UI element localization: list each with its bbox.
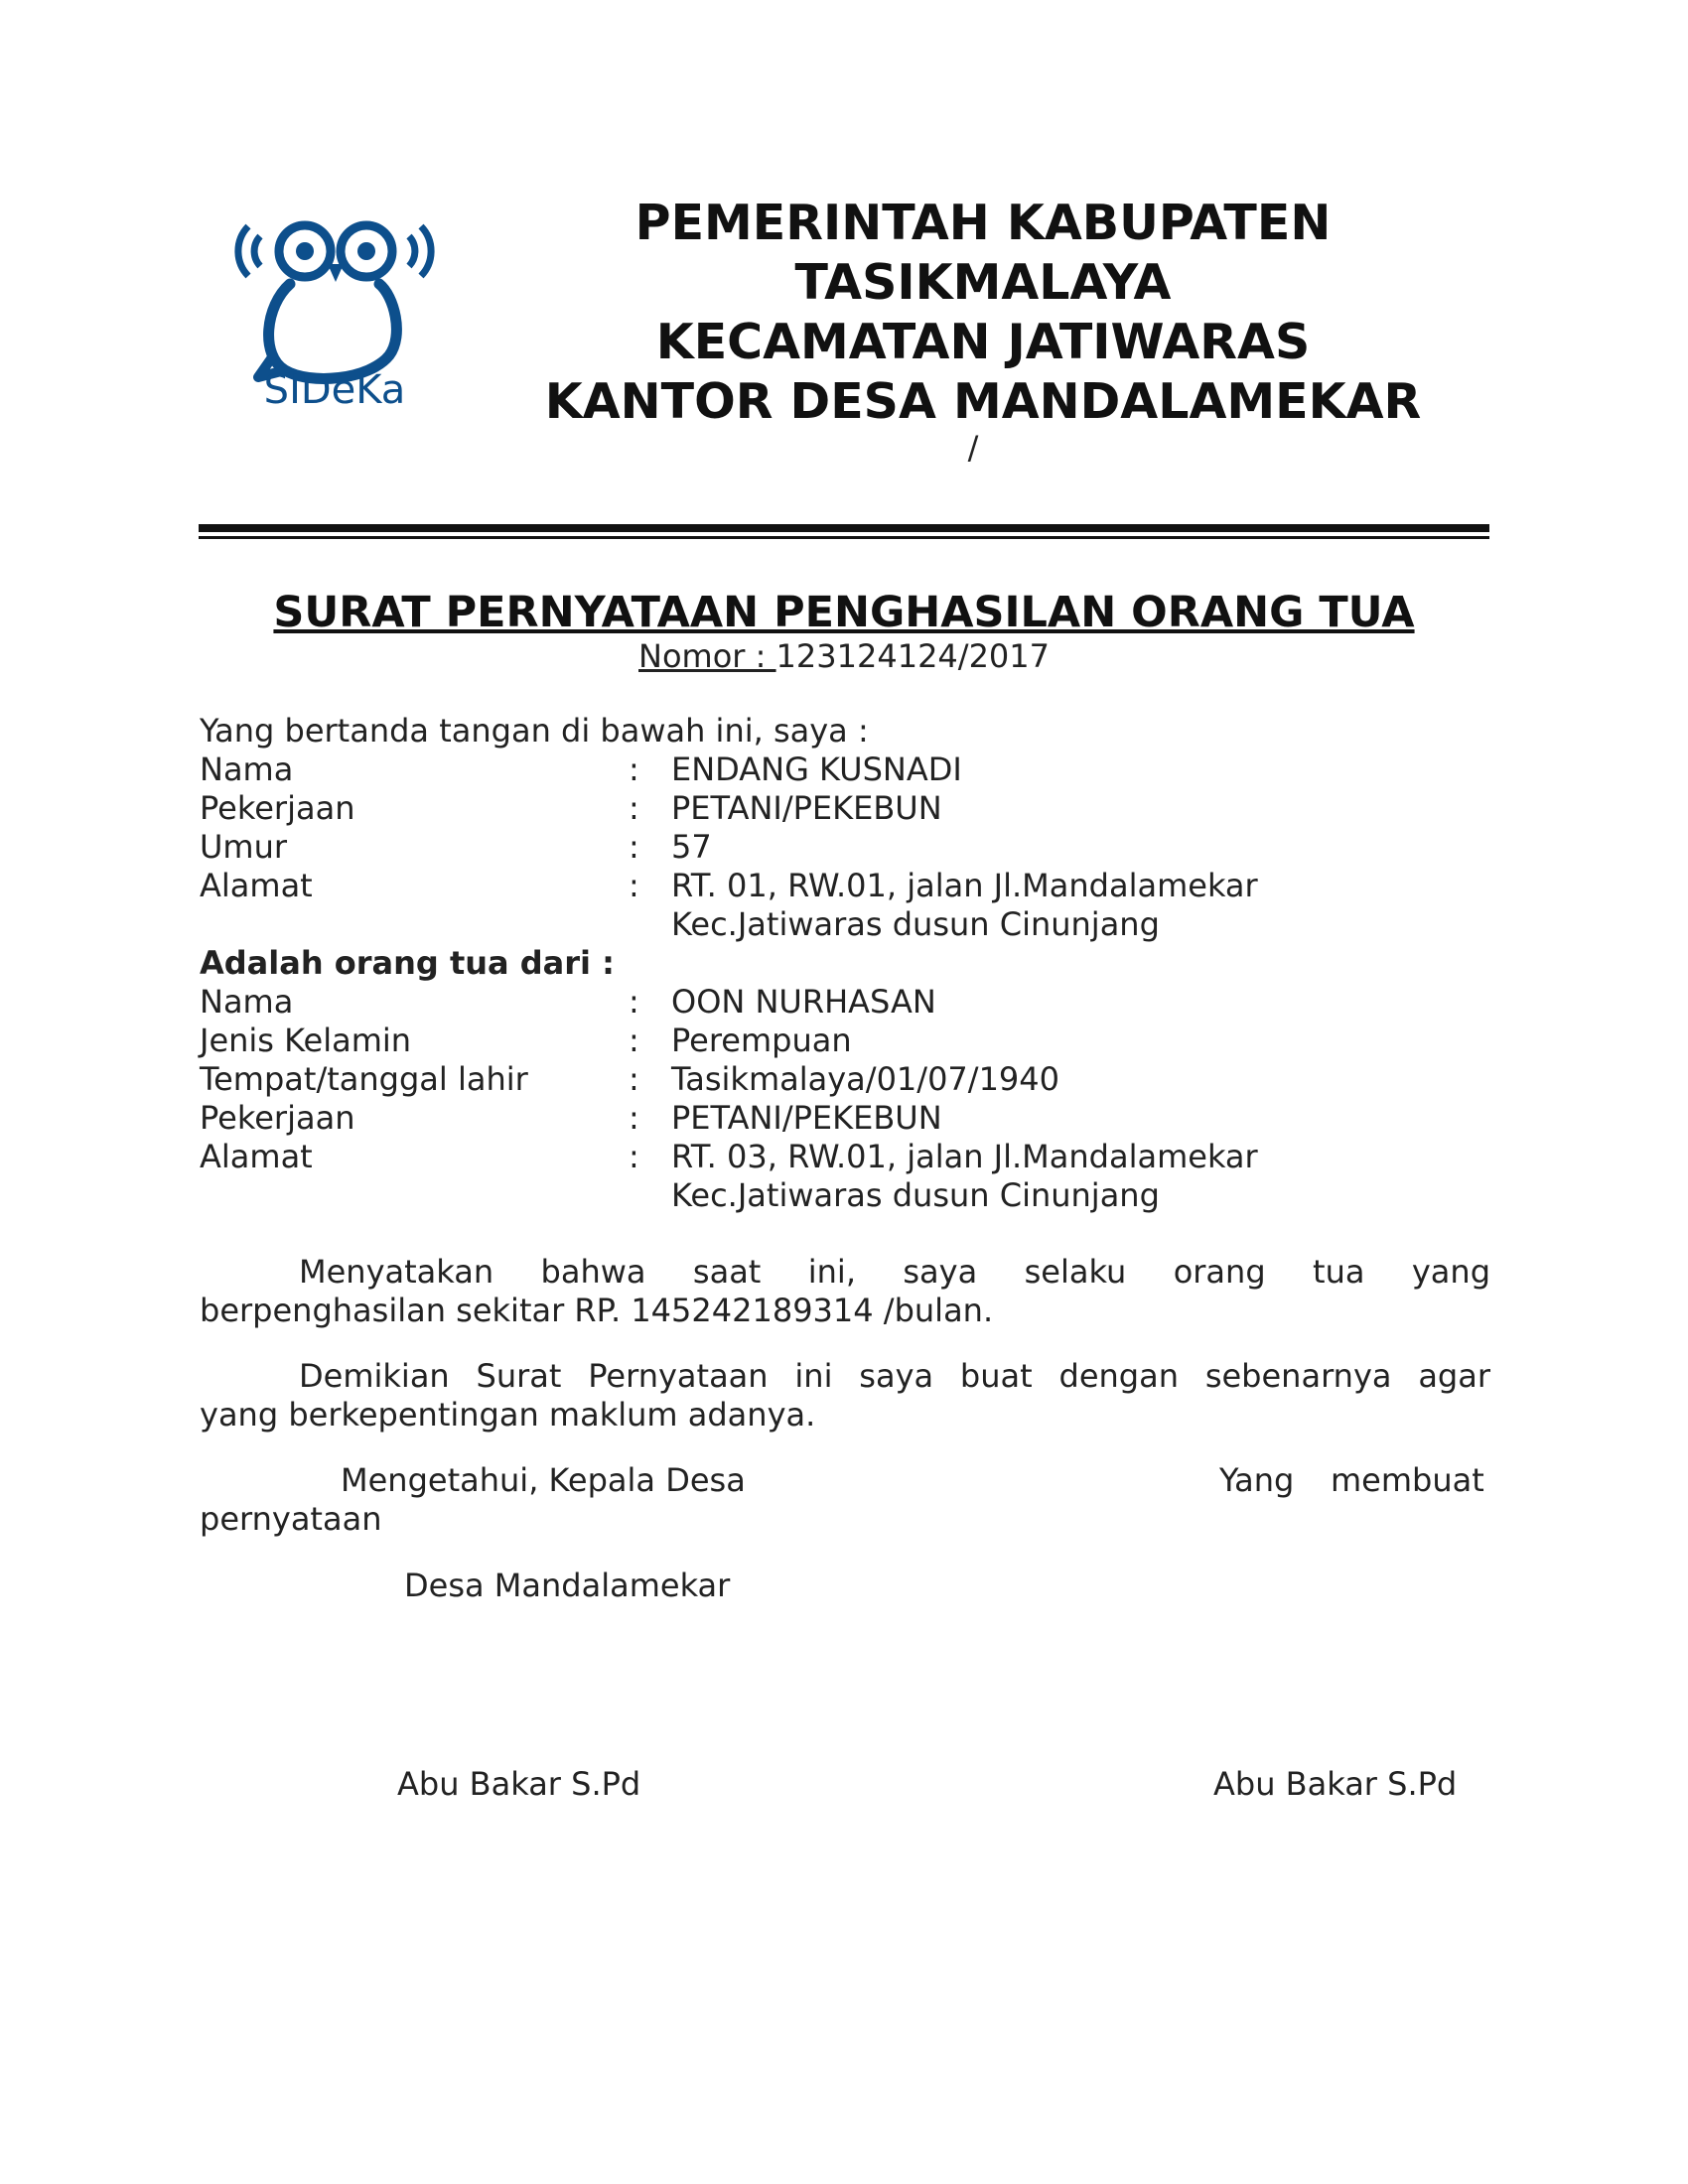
child-ttl-label: Tempat/tanggal lahir [200, 1060, 528, 1098]
colon: : [629, 789, 639, 827]
signature-right-title-word1: Yang [1219, 1461, 1295, 1499]
parent-alamat-line2: Kec.Jatiwaras dusun Cinunjang [671, 905, 1160, 943]
closing-line-2: yang berkepentingan maklum adanya. [200, 1396, 816, 1433]
signature-left-name: Abu Bakar S.Pd [397, 1765, 641, 1803]
colon: : [629, 983, 639, 1021]
letterhead-rule-thin [199, 536, 1489, 539]
child-jenis-kelamin-label: Jenis Kelamin [200, 1022, 412, 1059]
signature-right-title-word3: pernyataan [200, 1500, 382, 1538]
colon: : [629, 867, 639, 904]
letterhead-slash: / [967, 429, 979, 467]
closing-line-1: Demikian Surat Pernyataan ini saya buat dengan sebenarnya agar [299, 1357, 1490, 1395]
parent-nama-label: Nama [200, 751, 294, 788]
letterhead-line-3: KECAMATAN JATIWARAS [655, 314, 1311, 370]
logo-text: SIDeKa [263, 367, 406, 409]
letterhead-rule-thick [199, 524, 1489, 532]
parent-umur-label: Umur [200, 828, 288, 866]
parent-alamat-label: Alamat [200, 867, 313, 904]
colon: : [629, 1099, 639, 1137]
statement-line-2: berpenghasilan sekitar RP. 145242189314 /bulan. [200, 1292, 994, 1329]
intro-text: Yang bertanda tangan di bawah ini, saya : [200, 712, 869, 750]
child-nama-label: Nama [200, 983, 294, 1021]
document-number-label: Nomor : [638, 637, 776, 675]
parent-nama-value: ENDANG KUSNADI [671, 751, 962, 788]
sideka-logo [230, 197, 439, 409]
parent-pekerjaan-label: Pekerjaan [200, 789, 355, 827]
statement-line-1: Menyatakan bahwa saat ini, saya selaku orang tua yang [299, 1253, 1490, 1291]
letterhead-line-4: KANTOR DESA MANDALAMEKAR [544, 373, 1422, 430]
colon: : [629, 751, 639, 788]
letterhead [467, 194, 1499, 432]
child-ttl-value: Tasikmalaya/01/07/1940 [671, 1060, 1059, 1098]
document-title: SURAT PERNYATAAN PENGHASILAN ORANG TUA [273, 588, 1415, 637]
child-pekerjaan-value: PETANI/PEKEBUN [671, 1099, 942, 1137]
signature-right-title-word2: membuat [1331, 1461, 1484, 1499]
document-number [199, 637, 1489, 675]
signature-left-place: Desa Mandalamekar [404, 1567, 731, 1604]
owl-logo-icon [230, 197, 439, 409]
parent-pekerjaan-value: PETANI/PEKEBUN [671, 789, 942, 827]
parent-alamat-line1: RT. 01, RW.01, jalan Jl.Mandalamekar [671, 867, 1258, 904]
colon: : [629, 1022, 639, 1059]
child-heading: Adalah orang tua dari : [200, 944, 615, 982]
letterhead-line-2: TASIKMALAYA [794, 254, 1172, 311]
child-nama-value: OON NURHASAN [671, 983, 936, 1021]
child-alamat-line2: Kec.Jatiwaras dusun Cinunjang [671, 1176, 1160, 1214]
child-pekerjaan-label: Pekerjaan [200, 1099, 355, 1137]
colon: : [629, 1138, 639, 1175]
child-alamat-label: Alamat [200, 1138, 313, 1175]
child-jenis-kelamin-value: Perempuan [671, 1022, 852, 1059]
document-number-value: 123124124/2017 [775, 637, 1050, 675]
colon: : [629, 828, 639, 866]
letterhead-line-1: PEMERINTAH KABUPATEN [634, 195, 1332, 251]
signature-right-name: Abu Bakar S.Pd [1213, 1765, 1458, 1803]
signature-left-title: Mengetahui, Kepala Desa [341, 1461, 746, 1499]
child-alamat-line1: RT. 03, RW.01, jalan Jl.Mandalamekar [671, 1138, 1258, 1175]
parent-umur-value: 57 [671, 828, 712, 866]
colon: : [629, 1060, 639, 1098]
